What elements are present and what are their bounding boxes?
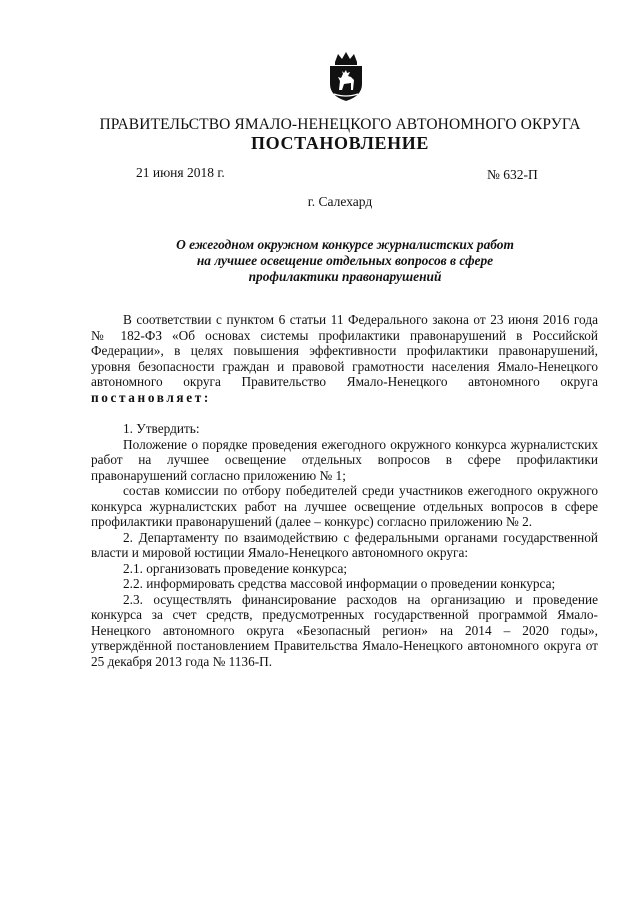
- document-date: 21 июня 2018 г.: [136, 165, 225, 180]
- heading-line: О ежегодном окружном конкурсе журналистских работ: [176, 237, 514, 252]
- preamble-text: В соответствии с пунктом 6 статьи 11 Федерального закона от 23 июня 2016 года № 182-ФЗ «Об основах системы профилактики правонарушений в Российской Федерации», в целях повышения эффективности профилактики правонарушений, уровня безопасности граждан и правовой грамотности населения Ямало-Ненецкого автономного округа Правительство Ямало-Ненецкого автономного округа: [91, 312, 598, 389]
- document-type: ПОСТАНОВЛЕНИЕ: [251, 133, 429, 153]
- item-1: 1. Утвердить:: [123, 421, 200, 436]
- document-heading: [140, 237, 550, 285]
- document-body: [91, 312, 598, 669]
- item-2-2: 2.2. информировать средства массовой информации о проведении конкурса;: [123, 576, 556, 591]
- item-2-3: 2.3. осуществлять финансирование расходов на организацию и проведение конкурса за счет средств, предусмотренных государственной программой Ямало-Ненецкого автономного округа «Безопасный регион» на 2014 – 2020 годы», утверждённой постановлением Правительства Ямало-Ненецкого автономного округа от 25 декабря 2013 года № 1136-П.: [91, 591, 598, 669]
- heading-line: на лучшее освещение отдельных вопросов в сфере: [196, 253, 494, 268]
- coat-of-arms-icon: [326, 50, 366, 102]
- heading-line: профилактики правонарушений: [248, 269, 442, 284]
- item-1-a: Положение о порядке проведения ежегодного окружного конкурса журналистских работ на лучшее освещение отдельных вопросов в сфере профилактики правонарушений согласно приложению № 1;: [91, 436, 598, 483]
- government-name: ПРАВИТЕЛЬСТВО ЯМАЛО-НЕНЕЦКОГО АВТОНОМНОГО ОКРУГА: [99, 116, 581, 133]
- document-city: г. Салехард: [307, 194, 373, 209]
- item-1-b: состав комиссии по отбору победителей среди участников ежегодного окружного конкурса журналистских работ на лучшее освещение отдельных вопросов в сфере профилактики правонарушений (далее – конкурс) согласно приложению № 2.: [91, 483, 598, 529]
- preamble-paragraph: [91, 312, 598, 405]
- item-2-1: 2.1. организовать проведение конкурса;: [123, 560, 348, 576]
- item-2: 2. Департаменту по взаимодействию с федеральными органами государственной власти и мировой юстиции Ямало-Ненецкого автономного округа:: [91, 529, 598, 560]
- decree-word: постановляет:: [91, 389, 211, 405]
- document-number: № 632-П: [487, 167, 538, 182]
